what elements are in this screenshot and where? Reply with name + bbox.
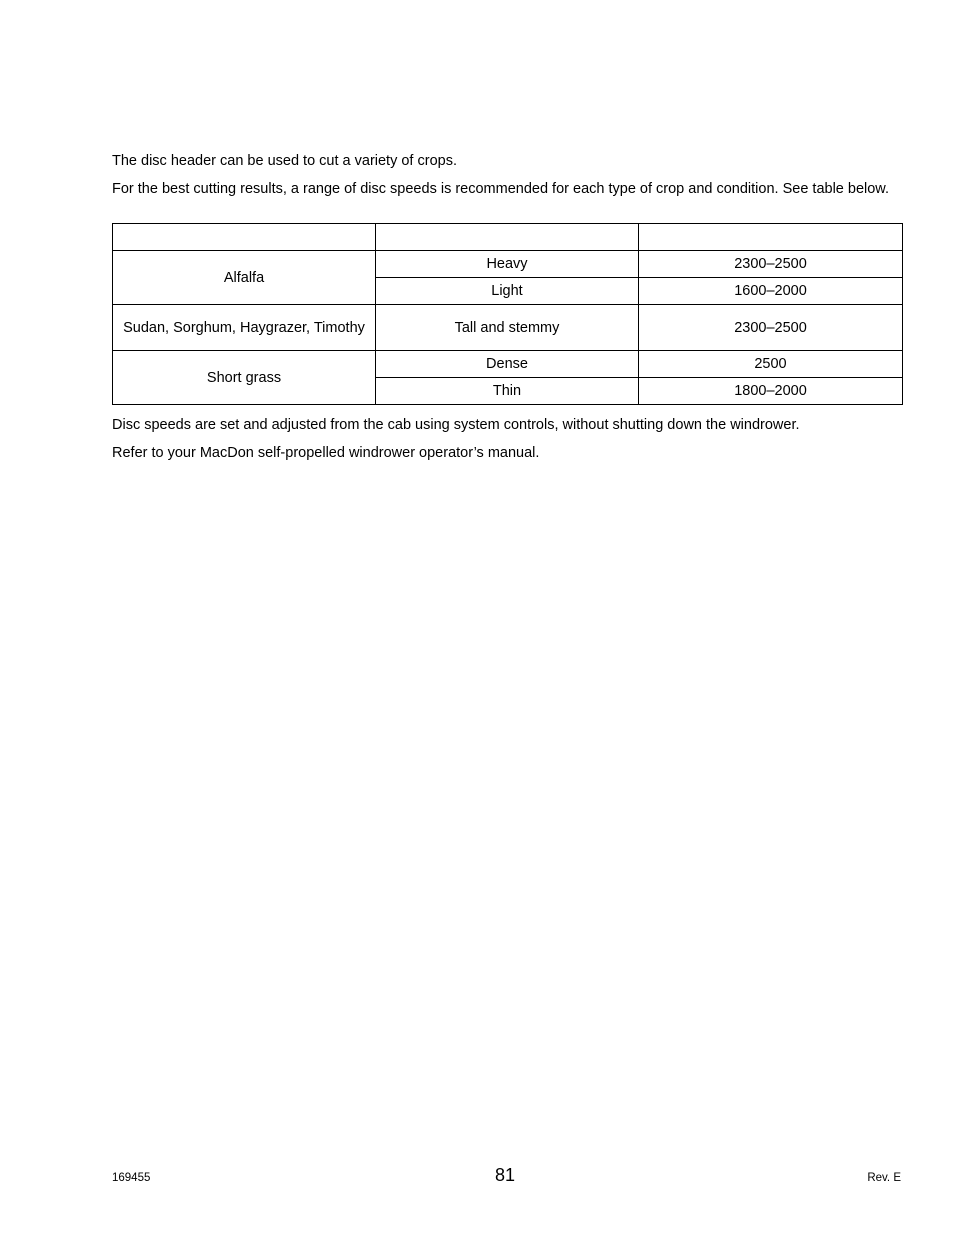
- crop-cell-alfalfa: Alfalfa: [113, 251, 376, 305]
- document-number: 169455: [112, 1172, 151, 1184]
- header-cell-speed: [639, 224, 903, 251]
- intro-text: The disc header can be used to cut a variety of crops.: [112, 153, 457, 169]
- header-cell-condition: [376, 224, 639, 251]
- speed-cell: 1800–2000: [639, 378, 903, 405]
- crop-cell-short-grass: Short grass: [113, 351, 376, 405]
- controls-note-text: Disc speeds are set and adjusted from the cab using system controls, without shutting down the windrower.: [112, 417, 800, 433]
- crop-cell-sudan: Sudan, Sorghum, Haygrazer, Timothy: [113, 305, 376, 351]
- condition-cell: Heavy: [376, 251, 639, 278]
- table-header-row: [113, 224, 903, 251]
- condition-cell: Light: [376, 278, 639, 305]
- table-row: [113, 305, 903, 351]
- condition-cell: Dense: [376, 351, 639, 378]
- speed-cell: 2300–2500: [639, 251, 903, 278]
- table-row: [113, 251, 903, 278]
- speed-cell: 2300–2500: [639, 305, 903, 351]
- revision-label: Rev. E: [867, 1172, 901, 1184]
- header-cell-crop: [113, 224, 376, 251]
- condition-cell: Thin: [376, 378, 639, 405]
- speed-cell: 1600–2000: [639, 278, 903, 305]
- manual-note-text: Refer to your MacDon self-propelled windrower operator’s manual.: [112, 445, 540, 461]
- disc-speed-table: [112, 223, 903, 405]
- speed-cell: 2500: [639, 351, 903, 378]
- recommendation-text: For the best cutting results, a range of disc speeds is recommended for each type of crop and condition. See table below.: [112, 181, 890, 197]
- table-row: [113, 351, 903, 378]
- page-number: 81: [494, 1165, 516, 1185]
- condition-cell: Tall and stemmy: [376, 305, 639, 351]
